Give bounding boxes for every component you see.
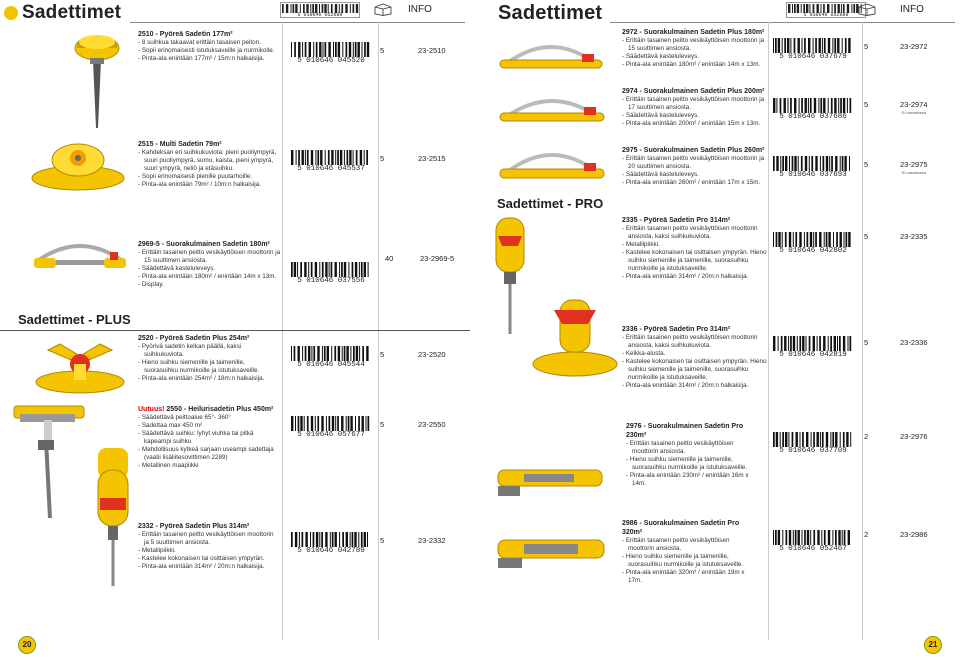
barcode-bar — [851, 4, 852, 13]
product-description — [138, 240, 286, 289]
product-bullet: - Erittäin tasainen peitto vesikäyttöisen moottorin ansiosta. — [626, 440, 734, 455]
right-page-title: Sadettimet — [498, 2, 603, 24]
product-title-text: 2336 - Pyöreä Sadetin Pro 314m² — [622, 326, 731, 333]
product-bullet: - Säädettävä kasteluleveys. — [622, 53, 700, 60]
barcode-bar — [293, 4, 295, 13]
page-number-left: 20 — [18, 636, 36, 654]
product-barcode — [772, 432, 854, 454]
barcode-number: 5 010646 045544 — [290, 361, 372, 369]
product-description — [622, 216, 767, 281]
pack-quantity: 5 — [380, 46, 385, 55]
left-info-label: INFO — [408, 4, 432, 15]
right-header-rule — [610, 22, 955, 23]
left-header-barcode: 5 010646 052689 — [280, 2, 360, 18]
new-badge: Uutuus! — [138, 406, 165, 413]
product-bullet: - Erittäin tasainen peitto vesikäyttöisen moottorin ja 15 suuttimen ansiosta. — [622, 37, 765, 52]
product-description — [622, 28, 767, 69]
box-icon — [374, 3, 392, 21]
left-page-title: Sadettimet — [22, 2, 122, 23]
product-title — [138, 334, 278, 343]
product-bullet: - Säädettävä suihku: lyhyt viuhka tai pitkä kapeampi suihku — [138, 430, 254, 445]
sprinkler-2972-image — [496, 30, 606, 75]
barcode-number: 5 010646 052467 — [772, 545, 854, 553]
product-title-text: 2550 - Heilurisadetin Plus 450m² — [164, 406, 274, 413]
pack-quantity: 5 — [380, 350, 385, 359]
product-title — [138, 405, 278, 414]
left-header-rule — [130, 22, 465, 23]
product-bullet: - Mahdollisuus kytkeä sarjaan useampi sadettaja (vaatii lisäliitesovittimen 2289) — [138, 446, 274, 461]
product-title-text: 2974 - Suorakulmainen Sadetin Plus 200m² — [622, 88, 765, 95]
pack-quantity: 5 — [864, 160, 869, 169]
product-barcode — [290, 262, 372, 284]
sprinkler-2976-image — [494, 454, 606, 504]
barcode-bar — [792, 4, 793, 13]
sprinkler-2332-image — [88, 468, 138, 588]
product-bullet: - Pinta-ala enintään 180m² / enintään 14m x 13m. — [138, 273, 277, 280]
product-code: 23-2975 — [900, 160, 928, 169]
product-barcode — [290, 150, 372, 172]
pack-quantity: 2 — [864, 432, 869, 441]
barcode-bar — [286, 4, 288, 13]
product-bullet: - Pinta-ala enintään 320m² / enintään 19m x 17m. — [622, 569, 745, 584]
product-title-text: 2975 - Suorakulmainen Sadetin Plus 260m² — [622, 147, 765, 154]
pack-quantity: 5 — [380, 536, 385, 545]
product-description — [622, 519, 757, 585]
product-description — [626, 422, 761, 488]
barcode-bar — [353, 4, 355, 13]
product-title — [622, 325, 767, 334]
product-bullet: - Hieno suihku siemenille ja taimenille, suorasuihku nurmikoille ja istutuksaveille. — [622, 553, 744, 568]
sprinkler-2975-image — [496, 135, 608, 185]
pack-quantity: 5 — [380, 420, 385, 429]
barcode-bar — [345, 4, 347, 13]
product-bullet: - Säädettävä kasteluleveys. — [622, 112, 700, 119]
product-code: 23-2510 — [418, 46, 446, 55]
sprinkler-2986-image — [494, 522, 608, 582]
product-title — [622, 146, 767, 155]
product-title — [622, 87, 767, 96]
pack-quantity: 5 — [380, 154, 385, 163]
product-bullet: - Erittäin tasainen peitto vesikäyttöisen moottorin ansiosta. — [622, 537, 730, 552]
product-bullet: - Pinta-ala enintään 314m² / 20m:n halkaisija. — [622, 382, 749, 389]
product-title — [626, 422, 761, 440]
product-description — [622, 87, 767, 128]
product-title-text: 2969-5 - Suorakulmainen Sadetin 180m² — [138, 241, 270, 248]
product-bullet: - Kastelee kokonaisen tai osittaisen ympyrän. Hieno suihku siemenille ja taimenille, suorasuihku nurmikoille ja istutuksaveille. — [622, 358, 767, 381]
barcode-number: 5 010646 042789 — [290, 547, 372, 555]
product-title — [138, 30, 278, 39]
barcode-number: 5 010646 037709 — [772, 447, 854, 455]
product-code: 23-2520 — [418, 350, 446, 359]
product-bullet: - Metallipiikki. — [622, 241, 660, 248]
product-title-text: 2986 - Suorakulmainen Sadetin Pro 320m² — [622, 520, 740, 536]
product-bullet: - Pyörivä sadetin kelkan päällä, kaksi suihkukuviota. — [138, 343, 242, 358]
product-title-text: 2510 - Pyöreä Sadetin 177m² — [138, 31, 233, 38]
sprinkler-2510-image — [72, 30, 122, 130]
barcode-number: 5 010646 037556 — [290, 277, 372, 285]
product-description — [138, 334, 278, 383]
pack-quantity: 2 — [864, 530, 869, 539]
barcode-number: 5 010646 045537 — [290, 165, 372, 173]
product-code: 23-2974 — [900, 100, 928, 109]
product-bullet: - Pinta-ala enintään 230m² / enintään 16m x 14m. — [626, 472, 749, 487]
product-description — [138, 30, 278, 63]
product-barcode — [290, 416, 372, 438]
product-title — [622, 28, 767, 37]
product-title — [622, 216, 767, 225]
product-barcode — [290, 532, 372, 554]
product-title-text: 2976 - Suorakulmainen Sadetin Pro 230m² — [626, 423, 744, 439]
product-code: 23-2335 — [900, 232, 928, 241]
product-bullet: - Erittäin tasainen peitto vesikäyttöisen moottorin ja 5 suuttimen ansiosta. — [138, 531, 274, 546]
product-barcode — [772, 156, 854, 178]
product-title-text: 2335 - Pyöreä Sadetin Pro 314m² — [622, 217, 731, 224]
barcode-bar — [350, 4, 351, 13]
barcode-bar — [797, 4, 799, 13]
barcode-number: 5 010646 037679 — [772, 53, 854, 61]
pack-quantity: 40 — [385, 254, 394, 263]
header-dot — [4, 6, 18, 20]
product-bullet: - Erittäin tasainen peitto vesikäyttöisen moottorin ansiosta, kaksi suihkukuviota. — [622, 334, 758, 349]
product-bullet: - Pinta-ala enintään 79m² / 10m:n halkaisija. — [138, 181, 261, 188]
product-barcode — [772, 98, 854, 120]
product-description — [138, 522, 278, 571]
product-bullet: - Sopii erinomaisesti istutuksaveille ja nurmikolle. — [138, 47, 275, 54]
product-bullet: - Sopii erinomaisesti pienille puutarhoille. — [138, 173, 253, 180]
barcode-number: 5 010646 057677 — [290, 431, 372, 439]
product-code: 23-2515 — [418, 154, 446, 163]
right-header-barcode: 5 010646 052689 — [786, 2, 866, 18]
barcode-bar — [801, 4, 802, 13]
product-bullet: - Sadettaa max 450 m² — [138, 422, 203, 429]
sprinkler-2969-image — [30, 232, 130, 272]
product-bullet: - Metallinen maapiikki — [138, 462, 199, 469]
barcode-bar — [794, 4, 796, 13]
product-bullet: - Erittäin tasainen peitto vesikäyttöisen moottorin ja 17 suuttimen ansiosta. — [622, 96, 765, 111]
product-bullet: - Pinta-ala enintään 260m² / enintään 17m x 15m. — [622, 179, 761, 186]
product-barcode — [772, 232, 854, 254]
barcode-number: 5 010646 045520 — [290, 57, 372, 65]
col-divider — [378, 22, 379, 640]
product-barcode — [772, 38, 854, 60]
product-description — [622, 146, 767, 187]
product-code: 23-2976 — [900, 432, 928, 441]
product-bullet: - Säädettävä kasteluleveys. — [622, 171, 700, 178]
product-bullet: - Erittäin tasainen peitto vesikäyttöisen moottorin ja 15 suuttimen ansiosta. — [138, 249, 281, 264]
col-divider — [862, 22, 863, 640]
product-bullet: - Pinta-ala enintään 254m² / 18m:n halkaisija. — [138, 375, 265, 382]
right-info-label: INFO — [900, 4, 924, 15]
section-title-pro: Sadettimet - PRO — [497, 196, 604, 211]
product-bullet: - Hieno suihku siemenille ja taimenille, suorasuihku nurmikoille ja istutuksaveille. — [138, 359, 260, 374]
product-code: 23-2972 — [900, 42, 928, 51]
col-divider — [282, 22, 283, 640]
sprinkler-2515-image — [28, 138, 128, 193]
barcode-bar — [291, 4, 292, 13]
product-code: 23-2986 — [900, 530, 928, 539]
box-icon — [858, 3, 876, 21]
pack-quantity: 5 — [864, 338, 869, 347]
pack-quantity: 5 — [864, 100, 869, 109]
product-title-text: 2515 - Multi Sadetin 79m² — [138, 141, 222, 148]
barcode-number: 5 010646 037693 — [772, 171, 854, 179]
product-bullet: - Pinta-ala enintään 314m² / 20m:n halkaisija. — [622, 273, 749, 280]
sprinkler-2974-image — [496, 85, 608, 127]
product-title — [138, 522, 278, 531]
product-bullet: - Kastelee kokonaisen tai osittaisen ympyrän. — [138, 555, 265, 562]
product-code: 23-2969-5 — [420, 254, 455, 263]
product-title-text: 2520 - Pyöreä Sadetin Plus 254m² — [138, 335, 250, 342]
page-number-right: 21 — [924, 636, 942, 654]
product-barcode — [290, 346, 372, 368]
product-title — [622, 519, 757, 537]
product-bullet: - Erittäin tasainen peitto vesikäyttöisen moottorin ja 20 suuttimen ansiosta. — [622, 155, 765, 170]
product-bullet: - Kelkka-alusta. — [622, 350, 666, 357]
product-title-text: 2332 - Pyöreä Sadetin Plus 314m² — [138, 523, 250, 530]
product-description — [622, 325, 767, 390]
pack-quantity: 5 — [864, 232, 869, 241]
product-title-text: 2972 - Suorakulmainen Sadetin Plus 180m² — [622, 29, 765, 36]
barcode-number: 5 010646 042819 — [772, 351, 854, 359]
product-bullet: - Kahdeksan eri suihkukuviota: pieni puoliympyrä, suuri puoliympyrä, sumu, kaista, pieni ympyrä, suuri ympyrä, neliö ja etäsuihku. — [138, 149, 277, 172]
product-barcode — [290, 42, 372, 64]
sprinkler-2520-image — [30, 330, 130, 396]
barcode-bar — [788, 4, 790, 13]
product-bullet: - Pinta-ala enintään 314m² / 20m:n halkaisija. — [138, 563, 265, 570]
product-code: 23-2336 — [900, 338, 928, 347]
sprinkler-2336-image — [530, 290, 620, 380]
product-bullet: - Säädettävä kasteluleveys. — [138, 265, 216, 272]
pack-quantity: 5 — [864, 42, 869, 51]
product-barcode — [772, 336, 854, 358]
product-bullet: - Pinta-ala enintään 200m² / enintään 15m x 13m. — [622, 120, 761, 127]
product-title — [138, 240, 286, 249]
product-bullet: - Säädettävä peittoalue 65°- 360° — [138, 414, 231, 421]
stock-note: Ei varastossa — [902, 110, 927, 115]
barcode-bar — [282, 4, 284, 13]
sprinkler-2335-image — [490, 216, 530, 336]
product-barcode — [772, 530, 854, 552]
product-code: 23-2550 — [418, 420, 446, 429]
product-bullet: - Hieno suihku siemenille ja taimenille, suorasuihku nurmikoille ja istutuksaveille. — [626, 456, 748, 471]
col-divider — [768, 22, 769, 640]
barcode-number: 5 010646 037686 — [772, 113, 854, 121]
product-bullet: - Metallipiikki. — [138, 547, 176, 554]
product-title — [138, 140, 278, 149]
product-bullet: - 8 suihkua takaavat erittäin tasaisen peiton. — [138, 39, 261, 46]
product-bullet: - Pinta-ala enintään 177m² / 15m:n halkaisija. — [138, 55, 265, 62]
product-bullet: - Kastelee kokonaisen tai osittaisen ympyrän. Hieno suihku siemenille ja taimenille, suorasuihku nurmikoille ja istutuksaveille. — [622, 249, 767, 272]
product-description — [138, 405, 278, 470]
barcode-number: 5 010646 042802 — [772, 247, 854, 255]
barcode-bar — [356, 4, 358, 13]
product-bullet: - Display. — [138, 281, 164, 288]
product-bullet: - Pinta-ala enintään 180m² / enintään 14m x 13m. — [622, 61, 761, 68]
stock-note: Ei varastossa — [902, 170, 927, 175]
section-title-plus: Sadettimet - PLUS — [18, 312, 131, 327]
product-bullet: - Erittäin tasainen peitto vesikäyttöisen moottorin ansiosta, kaksi suihkukuviota. — [622, 225, 758, 240]
product-code: 23-2332 — [418, 536, 446, 545]
barcode-bar — [853, 4, 855, 13]
product-description — [138, 140, 278, 189]
